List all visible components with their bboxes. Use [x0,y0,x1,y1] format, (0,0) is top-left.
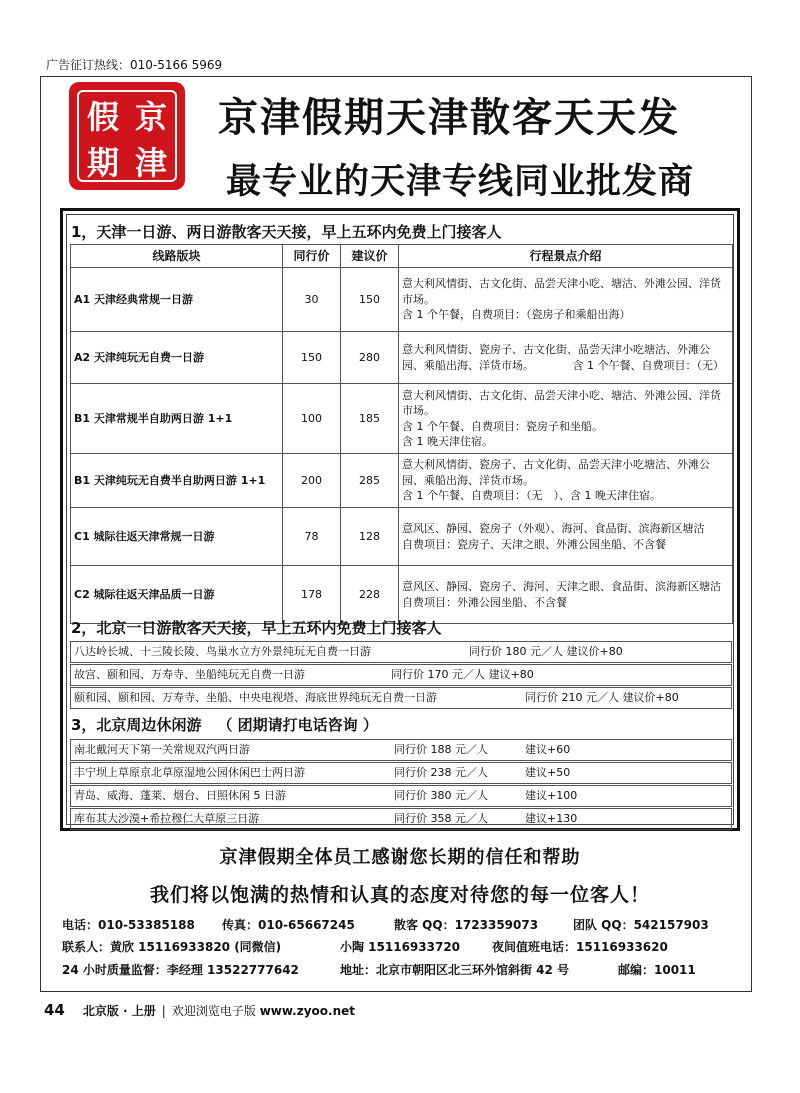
peer-price: 200 [283,454,341,508]
suggest-price: 285 [341,454,399,508]
route-text: 八达岭长城、十三陵长陵、鸟巢水立方外景纯玩无自费一日游 [74,645,371,658]
route-text: 故宫、颐和园、万寿寺、坐船纯玩无自费一日游 [74,668,305,681]
price-text: 同行价 188 元／人 [394,743,488,756]
peer-price: 30 [283,268,341,332]
suggest-price: 185 [341,384,399,454]
route-name: B1 天津常规半自助两日游 1+1 [71,384,283,454]
footer-text: 欢迎浏览电子版 [171,1004,256,1018]
header-route: 线路版块 [71,245,283,268]
table-row [71,384,733,454]
suggest-text: 建议+50 [525,766,571,779]
quality-supervisor: 24 小时质量监督：李经理 13522777642 [62,963,299,977]
contact-xiaotao: 小陶 15116933720 [340,940,461,954]
table-row [71,566,733,624]
logo-char: 津 [134,144,167,182]
footer-separator: | [161,1004,166,1018]
table-row [71,332,733,384]
peer-price: 178 [283,566,341,624]
header-itinerary: 行程景点介绍 [399,245,733,268]
page-number: 44 [44,1001,65,1019]
page-footer [44,1001,355,1019]
route-name: A1 天津经典常规一日游 [71,268,283,332]
logo-char: 京 [134,98,167,136]
route-text: 库布其大沙漠+希拉穆仁大草原三日游 [74,812,260,825]
table-row [71,508,733,566]
route-text: 颐和园、颐和园、万寿寺、坐船、中央电视塔、海底世界纯玩无自费一日游 [74,691,437,704]
header-peer-price: 同行价 [283,245,341,268]
table-header-row [71,245,733,268]
peer-price: 100 [283,384,341,454]
section3-note: （ 团期请打电话咨询 ） [217,716,378,734]
itinerary: 意大利风情街、瓷房子、古文化街、品尝天津小吃塘沽、外滩公园、乘船出海、洋货市场。 含 1 个午餐、自费项目：（无 ）、含 1 晚天津住宿。 [399,454,733,508]
ad-hotline: 广告征订热线：010-5166 5969 [46,58,223,72]
tianjin-routes-table [70,244,733,624]
route-name: A2 天津纯玩无自费一日游 [71,332,283,384]
postcode: 邮编：10011 [618,963,696,977]
section1-title: 1，天津一日游、两日游散客天天接，早上五环内免费上门接客人 [71,223,502,241]
itinerary: 意风区、静园、瓷房子、海河、天津之眼、食品街、滨海新区塘沽 自费项目：外滩公园坐船、不含餐 [399,566,733,624]
contact-person: 联系人：黄欣 15116933820 (同微信) [62,940,282,954]
section2-title: 2，北京一日游散客天天接，早上五环内免费上门接客人 [71,619,442,637]
price-text: 同行价 358 元／人 [394,812,488,825]
thanks-line-2: 我们将以饱满的热情和认真的态度对待您的每一位客人！ [149,884,650,906]
night-phone: 夜间值班电话：15116933620 [492,940,668,954]
route-name: B1 天津纯玩无自费半自助两日游 1+1 [71,454,283,508]
table-row [71,454,733,508]
suggest-price: 150 [341,268,399,332]
itinerary: 意风区、静园、瓷房子（外观）、海河、食品街、滨海新区塘沽 自费项目：瓷房子、天津之眼、外滩公园坐船、不含餐 [399,508,733,566]
list-item [70,641,732,663]
header-suggest-price: 建议价 [341,245,399,268]
price-text: 同行价 380 元／人 [394,789,488,802]
price-text: 同行价 170 元／人 建议+80 [391,668,534,681]
list-item [70,762,732,784]
suggest-text: 建议+130 [525,812,578,825]
fax: 传真：010-65667245 [222,918,355,932]
suggest-price: 128 [341,508,399,566]
peer-price: 150 [283,332,341,384]
suggest-price: 228 [341,566,399,624]
qq-group: 团队 QQ：542157903 [573,918,709,932]
route-name: C1 城际往返天津常规一日游 [71,508,283,566]
price-text: 同行价 180 元／人 建议价+80 [469,645,623,658]
route-panel [60,208,740,831]
headline: 京津假期天津散客天天发 [218,95,680,141]
route-text: 青岛、威海、蓬莱、烟台、日照休闲 5 日游 [74,789,286,802]
itinerary: 意大利风情街、古文化街、品尝天津小吃、塘沽、外滩公园、洋货市场。 含 1 个午餐、自费项目：瓷房子和坐船。 含 1 晚天津住宿。 [399,384,733,454]
website-link[interactable]: www.zyoo.net [259,1004,356,1018]
jingjin-logo [69,82,185,190]
itinerary: 意大利风情街、古文化街、品尝天津小吃、塘沽、外滩公园、洋货市场。 含 1 个午餐，自费项目：（瓷房子和乘船出海） [399,268,733,332]
route-name: C2 城际往返天津品质一日游 [71,566,283,624]
price-text: 同行价 210 元／人 建议价+80 [525,691,679,704]
qq-single: 散客 QQ：1723359073 [394,918,539,932]
suggest-price: 280 [341,332,399,384]
itinerary: 意大利风情街、瓷房子、古文化街、品尝天津小吃塘沽、外滩公园、乘船出海、洋货市场。 含 1 个午餐、自费项目：（无） [399,332,733,384]
peer-price: 78 [283,508,341,566]
logo-char: 期 [86,144,119,182]
list-item [70,808,732,830]
price-text: 同行价 238 元／人 [394,766,488,779]
address: 地址：北京市朝阳区北三环外馆斜街 42 号 [340,963,570,977]
list-item [70,739,732,761]
list-item [70,687,732,709]
sub-headline: 最专业的天津专线同业批发商 [226,162,695,202]
logo-char: 假 [86,98,119,136]
list-item [70,664,732,686]
list-item [70,785,732,807]
section3-heading: 3，北京周边休闲游 [71,716,202,734]
thanks-line-1: 京津假期全体员工感谢您长期的信任和帮助 [219,847,581,868]
phone: 电话：010-53385188 [62,918,195,932]
suggest-text: 建议+60 [525,743,571,756]
section3-title [71,714,378,735]
table-row [71,268,733,332]
suggest-text: 建议+100 [525,789,578,802]
route-text: 南北戴河天下第一关常规双汽两日游 [74,743,250,756]
route-text: 丰宁坝上草原京北草原湿地公园休闲巴士两日游 [74,766,305,779]
edition: 北京版 · 上册 [82,1004,156,1018]
